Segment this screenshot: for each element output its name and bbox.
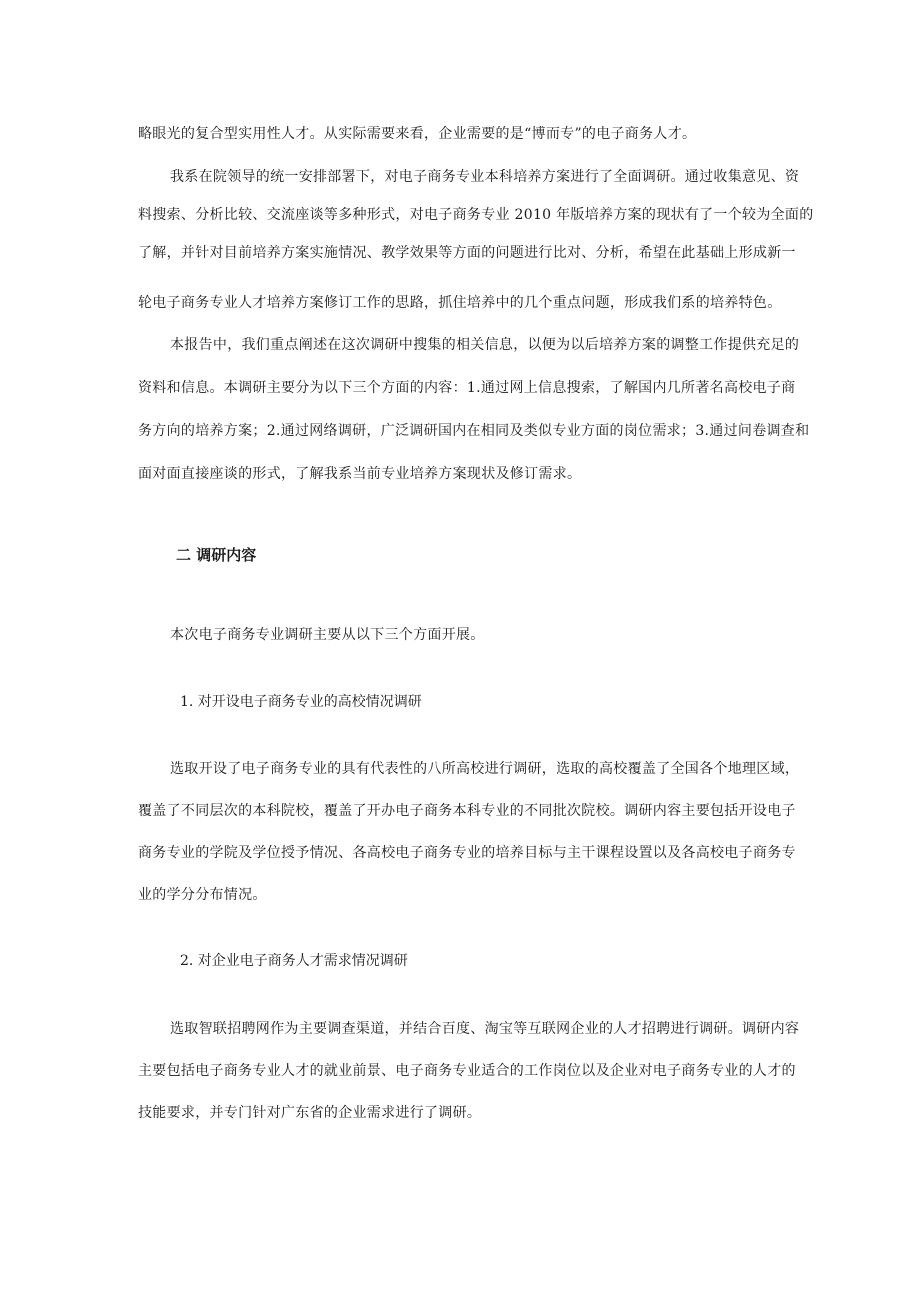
paragraph-line: 略眼光的复合型实用性人才。从实际需要来看，企业需要的是“博而专”的电子商务人才。 (138, 126, 697, 142)
subsection-title-2: 2. 对企业电子商务人才需求情况调研 (180, 953, 408, 969)
paragraph-line: 资料和信息。本调研主要分为以下三个方面的内容：1.通过网上信息搜索，了解国内几所著名高校电子商 (138, 380, 796, 396)
paragraph-line: 面对面直接座谈的形式，了解我系当前专业培养方案现状及修订需求。 (138, 466, 582, 482)
paragraph-line: 选取开设了电子商务专业的具有代表性的八所高校进行调研，选取的高校覆盖了全国各个地理区域， (170, 761, 800, 777)
paragraph-line: 商务专业的学院及学位授予情况、各高校电子商务专业的培养目标与主干课程设置以及各高校电子商务专 (138, 845, 796, 861)
paragraph-line: 技能要求，并专门针对广东省的企业需求进行了调研。 (138, 1105, 482, 1121)
section-heading: 二 调研内容 (176, 546, 257, 564)
section-intro: 本次电子商务专业调研主要从以下三个方面开展。 (170, 627, 485, 643)
subsection-title-1: 1. 对开设电子商务专业的高校情况调研 (180, 694, 422, 710)
paragraph-line: 选取智联招聘网作为主要调查渠道，并结合百度、淘宝等互联网企业的人才招聘进行调研。调研内容 (170, 1021, 800, 1037)
paragraph-line: 主要包括电子商务专业人才的就业前景、电子商务专业适合的工作岗位以及企业对电子商务专业的人才的 (138, 1063, 796, 1079)
paragraph-line: 料搜索、分析比较、交流座谈等多种形式，对电子商务专业 2010 年版培养方案的现状有了一个较为全面的 (138, 207, 814, 223)
paragraph-line: 业的学分分布情况。 (138, 887, 267, 903)
paragraph-line: 我系在院领导的统一安排部署下，对电子商务专业本科培养方案进行了全面调研。通过收集意见、资 (170, 169, 800, 185)
paragraph-line: 轮电子商务专业人才培养方案修订工作的思路，抓住培养中的几个重点问题，形成我们系的培养特色。 (138, 295, 782, 311)
paragraph-line: 覆盖了不同层次的本科院校，覆盖了开办电子商务本科专业的不同批次院校。调研内容主要包括开设电子 (138, 803, 796, 819)
paragraph-line: 了解，并针对目前培养方案实施情况、教学效果等方面的问题进行比对、分析，希望在此基础上形成新一 (138, 245, 796, 261)
paragraph-line: 务方向的培养方案；2.通过网络调研，广泛调研国内在相同及类似专业方面的岗位需求；3.通过问卷调查和 (138, 423, 810, 439)
paragraph-line: 本报告中，我们重点阐述在这次调研中搜集的相关信息，以便为以后培养方案的调整工作提供充足的 (170, 337, 800, 353)
